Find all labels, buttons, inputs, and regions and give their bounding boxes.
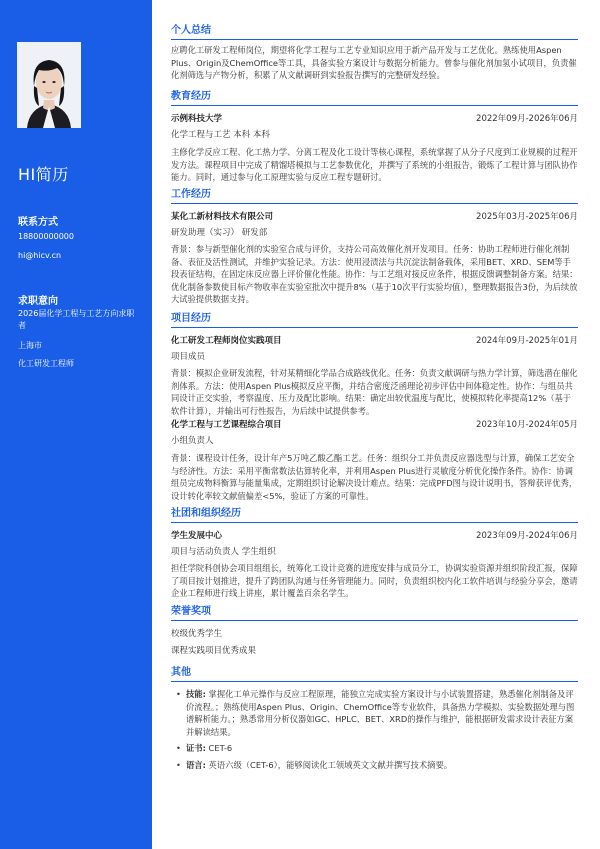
social-heading: 社团和组织经历 bbox=[171, 507, 578, 523]
project-2-role: 小组负责人 bbox=[171, 436, 214, 446]
language-text: 英语六级（CET-6），能够阅读化工领域英文文献并撰写技术摘要。 bbox=[205, 760, 453, 770]
resume-name: HI简历 bbox=[18, 165, 69, 184]
work-company-row bbox=[171, 211, 578, 223]
education-major: 化学工程与工艺 本科 本科 bbox=[171, 130, 270, 140]
portrait-image bbox=[17, 42, 81, 128]
language-item bbox=[176, 759, 576, 772]
sidebar bbox=[0, 0, 152, 849]
education-school: 示例科技大学 bbox=[171, 114, 223, 124]
email-address: hi@hicv.cn bbox=[18, 251, 62, 260]
intent-heading: 求职意向 bbox=[18, 296, 58, 307]
social-date: 2023年09月-2024年06月 bbox=[476, 531, 578, 541]
social-role: 项目与活动负责人 学生组织 bbox=[171, 547, 276, 557]
other-heading: 其他 bbox=[171, 666, 578, 682]
project-2-title-row bbox=[171, 419, 578, 431]
project-2-title: 化学工程与工艺课程综合项目 bbox=[171, 420, 282, 430]
summary-text: 应聘化工研发工程师岗位，期望将化学工程与工艺专业知识应用于新产品开发与工艺优化。熟练使用Aspen Plus、Origin及ChemOffice等工具，具备实验方案设计与数据分析能力。曾参与催化剂加氢小试项目，负责催化剂筛选与产物分析，积累了从文献调研到实验报告撰写的完整研发经验。 bbox=[171, 45, 577, 80]
project-1-date: 2024年09月-2025年01月 bbox=[476, 336, 578, 346]
project-1-text: 背景：模拟企业研发流程，针对某精细化学品合成路线优化。任务：负责文献调研与热力学计算，筛选潜在催化剂体系。方法：使用Aspen Plus模拟反应平衡，并结合密度泛函理论初步评估中间体稳定性。协作：与组员共同设计正交实验，考察温度、压力及配比影响。结果：确定出较优温度与配比，使模拟转化率提高12%（基于软件计算），并输出可行性报告，为后续中试提供参考。 bbox=[171, 368, 578, 416]
project-1-title: 化工研发工程师岗位实践项目 bbox=[171, 336, 282, 346]
social-org-row bbox=[171, 530, 578, 542]
project-2-date: 2023年10月-2024年05月 bbox=[476, 420, 578, 430]
cert-item bbox=[176, 742, 576, 755]
education-date: 2022年09月-2026年06月 bbox=[476, 114, 578, 124]
work-date: 2025年03月-2025年06月 bbox=[476, 212, 578, 222]
awards-heading: 荣誉奖项 bbox=[171, 605, 578, 621]
cert-label: 证书: bbox=[186, 743, 206, 753]
phone-number: 18800000000 bbox=[18, 232, 74, 241]
project-1-title-row bbox=[171, 335, 578, 347]
award-item: 课程实践项目优秀成果 bbox=[171, 646, 257, 656]
social-org: 学生发展中心 bbox=[171, 531, 223, 541]
skills-label: 技能: bbox=[186, 689, 206, 699]
intent-title: 2026届化学工程与工艺方向求职者 bbox=[18, 309, 135, 330]
skills-text: 掌握化工单元操作与反应工程原理，能独立完成实验方案设计与小试装置搭建，熟悉催化剂制备及评价流程。；熟练使用Aspen Plus、Origin、ChemOffice等专业软件，具备热力学模拟、实验数据处理与图谱解析能力。；熟悉常用分析仪器如GC、HPLC、BET、XRD的操作与维护，能根据研发需求设计表征方案并解读结果。 bbox=[186, 689, 575, 737]
cert-text: CET-6 bbox=[205, 743, 233, 753]
award-item: 校级优秀学生 bbox=[171, 629, 223, 639]
intent-city: 上海市 bbox=[18, 341, 42, 350]
work-company: 某化工新材料技术有限公司 bbox=[171, 212, 274, 222]
language-label: 语言: bbox=[186, 760, 206, 770]
profile-photo bbox=[17, 42, 81, 128]
education-school-row bbox=[171, 113, 578, 125]
contact-heading: 联系方式 bbox=[18, 217, 58, 228]
project-1-role: 项目成员 bbox=[171, 352, 206, 362]
project-2-text: 背景：课程设计任务，设计年产5万吨乙酸乙酯工艺。任务：组织分工并负责反应器选型与计算，确保工艺安全与经济性。方法：采用平衡常数法估算转化率，并利用Aspen Plus进行灵敏度分析优化操作条件。协作：协调组员完成物料衡算与能量集成，定期组织讨论解决设计难点。结果：完成PFD图与设计说明书，答辩获评优秀，设计转化率较文献值偏差<5%，验证了方案的可靠性。 bbox=[171, 453, 578, 501]
social-text: 担任学院科创协会项目组组长，统筹化工设计竞赛的进度安排与成员分工，协调实验资源并组织阶段汇报，保障了项目按计划推进，提升了跨团队沟通与任务管理能力。同时，负责组织校内化工软件培训与经验分享会，邀请企业工程师进行线上讲座，累计覆盖百余名学生。 bbox=[171, 563, 578, 598]
projects-heading: 项目经历 bbox=[171, 312, 578, 328]
intent-role: 化工研发工程师 bbox=[18, 359, 74, 368]
summary-heading: 个人总结 bbox=[171, 24, 578, 40]
work-text: 背景：参与新型催化剂的实验室合成与评价，支持公司高效催化剂开发项目。任务：协助工程师进行催化剂制备、表征及活性测试，并维护实验记录。方法：使用浸渍法与共沉淀法制备载体，采用BET、XRD、SEM等手段表征结构，在固定床反应器上评价催化性能。协作：与工艺组对接反应条件，根据反馈调整制备方案。结果：优化制备参数使目标产物收率在实验室批次中提升8%（基于10次平行实验均值），整理数据报告3份，为后续放大试验提供数据支持。 bbox=[171, 244, 578, 304]
work-role: 研发助理（实习） 研发部 bbox=[171, 228, 268, 238]
skills-item bbox=[176, 688, 576, 738]
education-heading: 教育经历 bbox=[171, 90, 578, 106]
education-text: 主修化学反应工程、化工热力学、分离工程及化工设计等核心课程，系统掌握了从分子尺度到工业规模的过程开发方法。课程项目中完成了精馏塔模拟与工艺参数优化，并撰写了系统的小组报告，锻炼了工程计算与团队协作能力。同时，通过参与化工原理实验与反应工程专题研讨。 bbox=[171, 147, 578, 182]
work-heading: 工作经历 bbox=[171, 188, 578, 204]
